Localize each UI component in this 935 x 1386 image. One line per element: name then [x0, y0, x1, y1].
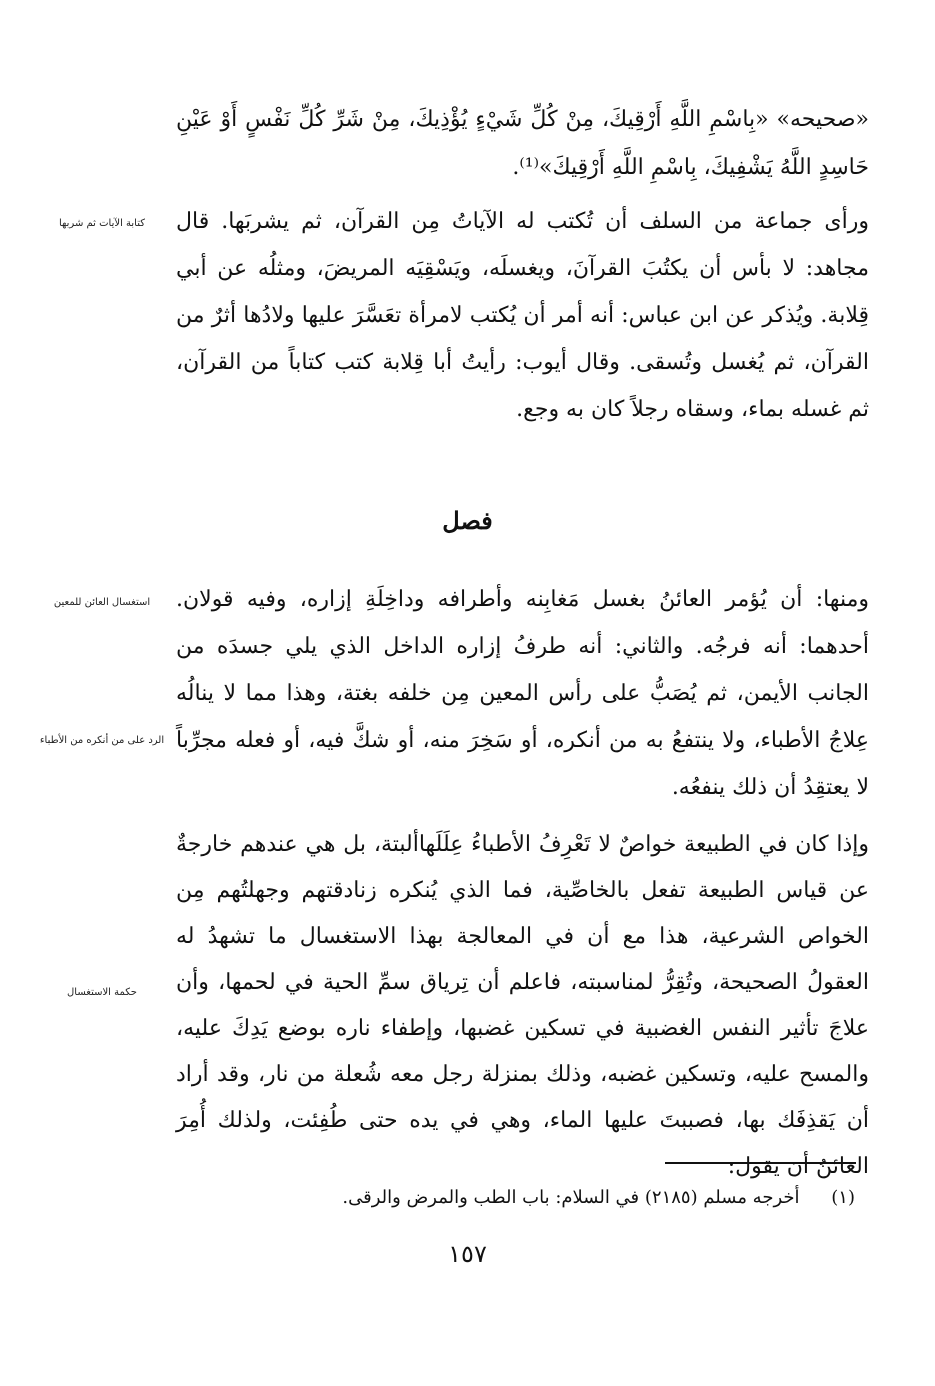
page-number: ١٥٧ [448, 1240, 487, 1268]
paragraph-hadith: «صحيحه» «بِاسْمِ اللَّهِ أَرْقِيكَ، مِنْ كُلِّ شَيْءٍ يُؤْذِيكَ، مِنْ شَرِّ كُلِّ نَفْسٍ أَوْ عَيْنِ حَاسِدٍ اللَّهُ يَشْفِيكَ، بِاسْمِ اللَّهِ أَرْقِيكَ»⁽¹⁾. [176, 107, 869, 180]
margin-note-wisdom: حكمة الاستغسال [67, 987, 137, 998]
paragraph-salaf-practice: ورأى جماعة من السلف أن تُكتب له الآياتُ مِن القرآن، ثم يشربَها. قال مجاهد: لا بأس أن يكتُبَ القرآنَ، ويغسلَه، ويَسْقِيَه المريضَ، ومثلُه عن أبي قِلابة. ويُذكر عن ابن عباس: أنه أمر أن يُكتب لامرأة تعَسَّرَ عليها ولادُها أثرٌ من القرآن، ثم يُغسل وتُسقى. وقال أيوب: رأيتُ أبا قِلابة كتب كتاباً من القرآن، ثم غسله بماء، وسقاه رجلاً كان به وجع. [176, 209, 869, 422]
paragraph-wisdom: وإذا كان في الطبيعة خواصٌ لا تَعْرِفُ الأطباءُ عِلَلَهاألبتة، بل هي عندهم خارجةٌ عن قياس الطبيعة تفعل بالخاصِّية، فما الذي يُنكره زنادقتهم وجهلتُهم مِن الخواص الشرعية، هذا مع أن في المعالجة بهذا الاستغسال ما تشهدُ له العقولُ الصحيحة، وتُقِرُّ لمناسبته، فاعلم أن تِرياق سمِّ الحية في لحمها، وأن علاجَ تأثير النفس الغضبية في تسكين غضبها، وإطفاء ناره بوضع يَدِكَ عليه، والمسح عليه، وتسكين غضبه، وذلك بمنزلة رجل معه شُعلة من نار، وقد أراد أن يَقذِفَك بها، فصببتَ عليها الماء، وهي في يده حتى طُفِئت، ولذلك أُمِرَ العائنُ أن يقول: [176, 832, 869, 1179]
margin-note-writing-verses: كتابة الآيات ثم شربها [58, 218, 145, 229]
paragraph-washing-method: ومنها: أن يُؤمر العائنُ بغسل مَغابِنه وأطرافه وداخِلَةِ إزاره، وفيه قولان. أحدهما: أنه فرجُه. والثاني: أنه طرفُ إزاره الداخل الذي يلي جسدَه من الجانب الأيمن، ثم يُصَبُّ على رأس المعين مِن خلفه بغتة، وهذا مما لا ينالُه عِلاجُ الأطباء، ولا ينتفعُ به من أنكره، أو سَخِرَ منه، أو شكَّ فيه، أو فعله مجرِّباً لا يعتقِدُ أن ذلك ينفعُه. [176, 587, 869, 800]
margin-note-washing: استغسال العائن للمعين [53, 597, 151, 608]
footnote-divider [665, 1162, 856, 1164]
section-heading: فصل [442, 506, 493, 535]
footnote-text: أخرجه مسلم (٢١٨٥) في السلام: باب الطب والمرض والرقى. [342, 1187, 800, 1208]
footnote-marker: (١) [831, 1187, 855, 1208]
margin-note-rebuttal: الرد على من أنكره من الأطباء [39, 735, 165, 746]
footnote [165, 1184, 855, 1212]
